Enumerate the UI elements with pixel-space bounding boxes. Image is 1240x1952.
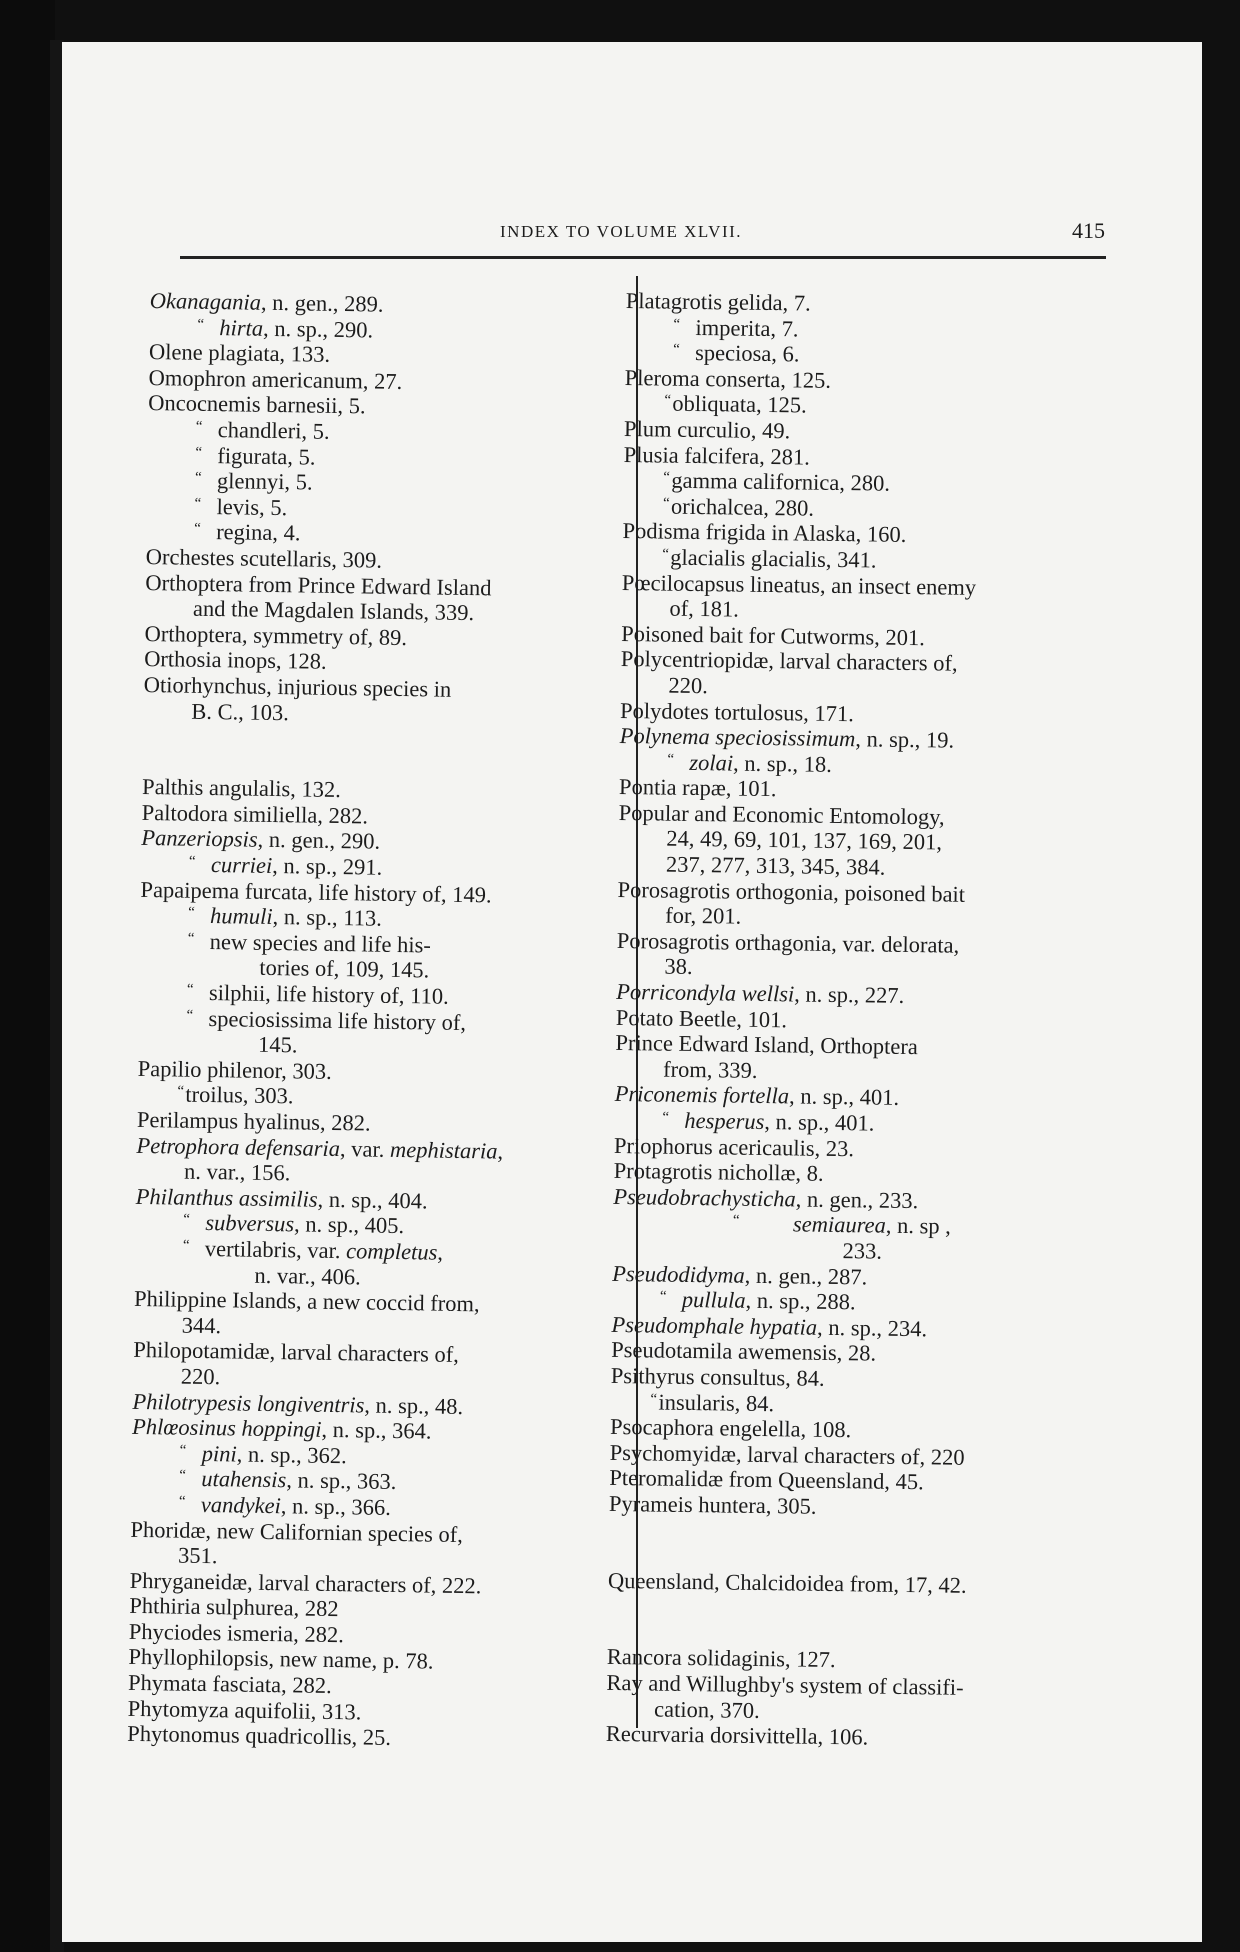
entry-text: Phytomyza aquifolii, 313. — [127, 1695, 362, 1725]
ditto-mark: “ — [177, 1083, 185, 1101]
entry-text: orichalcea, 280. — [670, 493, 815, 521]
taxon-name: Polynema speciosissimum — [619, 723, 856, 752]
entry-text: glacialis glacialis, 341. — [670, 544, 877, 573]
taxon-name: Petrophora defensaria — [136, 1132, 341, 1161]
entry-text: Olene plagiata, 133. — [148, 339, 331, 368]
ditto-mark: “ — [673, 316, 681, 333]
entry-text: Psocaphora engelella, 108. — [609, 1414, 852, 1443]
entry-text: Orthoptera from Prince Edward Island — [145, 569, 492, 600]
entry-text: imperita, 7. — [695, 314, 799, 342]
entry-text: from, 339. — [662, 1056, 758, 1083]
entry-text: Porosagrotis orthagonia, var. delorata, — [616, 927, 960, 958]
taxon-name: humuli — [209, 903, 273, 930]
taxon-name: Pseudomphale hypatia — [611, 1311, 818, 1340]
entry-text: Psychomyidæ, larval characters of, 220 — [609, 1439, 965, 1470]
entry-text: 38. — [664, 954, 693, 980]
entry-reference: , n. sp., 291. — [271, 853, 383, 880]
entry-text: Phthiria sulphurea, 282 — [129, 1593, 339, 1622]
ditto-mark: “ — [194, 469, 202, 486]
entry-reference: , n. sp., 404. — [317, 1186, 428, 1214]
taxon-name: Pseudobrachysticha — [613, 1183, 796, 1212]
entry-text: chandleri, 5. — [217, 417, 330, 444]
entry-text: silphii, life history of, 110. — [208, 980, 449, 1009]
entry-text: speciosissima life history of, — [208, 1005, 467, 1035]
entry-reference: , n. gen., 290. — [257, 827, 381, 855]
entry-text: Phryganeidæ, larval characters of, 222. — [129, 1567, 482, 1599]
ditto-mark: “ — [178, 1493, 186, 1510]
entry-reference: , n. sp., 290. — [262, 315, 374, 343]
entry-text: Phyciodes ismeria, 282. — [128, 1618, 345, 1648]
taxon-name: mephistaria — [389, 1136, 498, 1164]
entry-reference: , n. sp., 366. — [280, 1493, 392, 1520]
entry-text: Ray and Willughby's system of classifi- — [606, 1669, 964, 1700]
section-gap — [608, 1516, 1079, 1574]
entry-reference: , n. gen., 289. — [260, 289, 384, 317]
ditto-mark: “ — [659, 1288, 667, 1305]
taxon-name: vandykei — [200, 1491, 282, 1519]
ditto-mark: “ — [664, 392, 672, 410]
entry-text: Polycentriopidæ, larval characters of, — [620, 646, 958, 676]
entry-text: figurata, 5. — [217, 442, 316, 470]
ditto-mark: “ — [650, 1390, 658, 1408]
ditto-mark: “ — [188, 853, 196, 870]
entry-text: Pteromalidæ from Queensland, 45. — [609, 1465, 924, 1495]
ditto-mark: “ — [194, 495, 202, 512]
entry-text: new species and life his- — [209, 928, 432, 958]
entry-text: n. var., 406. — [254, 1262, 361, 1289]
taxon-name: Pseudodidyma — [612, 1260, 745, 1288]
entry-text: Potato Beetle, 101. — [615, 1004, 788, 1032]
entry-text: cation, 370. — [653, 1696, 760, 1723]
entry-text: 24, 49, 69, 101, 137, 169, 201, — [666, 826, 943, 855]
ditto-mark: “ — [187, 930, 195, 947]
entry-reference: , n. sp., 48. — [364, 1392, 464, 1419]
entry-text: 233. — [842, 1238, 883, 1264]
entry-text: Plum curculio, 49. — [623, 415, 791, 444]
running-title: INDEX TO VOLUME XLVII. — [500, 222, 743, 241]
entry-text: 220. — [180, 1363, 221, 1390]
entry-text: 351. — [177, 1542, 218, 1569]
entry-text: for, 201. — [665, 902, 742, 929]
entry-text: Phytonomus quadricollis, 25. — [127, 1721, 392, 1751]
taxon-name: Okanagania — [149, 288, 262, 315]
ditto-mark: “ — [662, 546, 670, 563]
entry-reference: , n. sp., 363. — [286, 1467, 397, 1495]
taxon-name: zolai — [689, 749, 734, 776]
entry-reference: , n. sp., 234. — [816, 1314, 928, 1342]
taxon-name: Porricondyla wellsi — [616, 978, 795, 1007]
entry-reference: , n. sp., 227. — [794, 981, 905, 1008]
entry-text: gamma californica, 280. — [671, 467, 891, 496]
ditto-mark: “ — [188, 904, 195, 922]
taxon-name: Phlœosinus hoppingi — [131, 1413, 322, 1442]
entry-text: 145. — [257, 1032, 298, 1058]
entry-text: speciosa, 6. — [694, 340, 800, 367]
section-gap — [142, 723, 613, 782]
entry-text: Orthosia inops, 128. — [143, 646, 327, 675]
entry-text: Papaipema furcata, life history of, 149. — [140, 876, 492, 908]
taxon-name: pini — [201, 1440, 237, 1467]
entry-reference: , n. sp., 405. — [293, 1211, 405, 1239]
entry-text: Philippine Islands, a new coccid from, — [133, 1286, 480, 1317]
taxon-name: utahensis — [201, 1466, 287, 1493]
entry-text: Podisma frigida in Alaska, 160. — [622, 518, 907, 548]
scan-border — [0, 0, 55, 1952]
taxon-name: hirta — [219, 314, 264, 341]
ditto-mark: “ — [663, 469, 671, 486]
ditto-mark: “ — [179, 1467, 187, 1485]
entry-text: Philopotamidæ, larval characters of, — [133, 1337, 460, 1368]
taxon-name: pullula — [681, 1287, 746, 1313]
ditto-mark: “ — [195, 444, 203, 461]
ditto-mark: “ — [183, 1212, 191, 1229]
entry-text: Popular and Economic Entomology, — [618, 799, 945, 830]
taxon-name: subversus — [205, 1210, 295, 1237]
entry-text: Pseudotamila awemensis, 28. — [610, 1337, 877, 1366]
entry-reference: , n. sp., 401. — [764, 1109, 875, 1136]
entry-reference: , n. gen., 287. — [744, 1262, 868, 1290]
entry-text: Orchestes scutellaris, 309. — [145, 543, 383, 573]
entry-text: Phoridæ, new Californian species of, — [130, 1516, 464, 1547]
entry-text: 344. — [181, 1312, 222, 1338]
entry-text: Priophorus acericaulis, 23. — [613, 1132, 855, 1161]
entry-reference: , n. sp., 362. — [236, 1441, 347, 1468]
entry-text: Queensland, Chalcidoidea from, 17, 42. — [607, 1567, 967, 1598]
entry-text: B. C., 103. — [191, 698, 290, 725]
header-rule — [180, 256, 1106, 259]
entry-text: Orthoptera, symmetry of, 89. — [144, 620, 408, 650]
ditto-mark: “ — [662, 495, 670, 512]
entry-reference: , — [437, 1239, 444, 1265]
entry-reference: , n. sp., 113. — [272, 904, 383, 931]
ditto-mark: “ — [673, 341, 680, 358]
taxon-name: Priconemis fortella — [614, 1081, 790, 1109]
entry-text: 237, 277, 313, 345, 384. — [665, 851, 886, 880]
entry-text: and the Magdalen Islands, 339. — [192, 595, 475, 626]
entry-text: Plusia falcifera, 281. — [623, 441, 811, 470]
entry-text: Pyrameis huntera, 305. — [608, 1490, 817, 1519]
taxon-name: Philotrypesis longiventris — [132, 1388, 365, 1418]
entry-text: Platagrotis gelida, 7. — [625, 288, 811, 316]
entry-reference: , n. sp., 18. — [732, 750, 833, 777]
entry-reference: , n. sp., 364. — [321, 1416, 432, 1444]
entry-text: Omophron americanum, 27. — [148, 364, 403, 394]
ditto-mark: “ — [732, 1212, 740, 1230]
entry-text: 220. — [668, 672, 709, 699]
taxon-name: hesperus — [684, 1107, 765, 1135]
ditto-mark: “ — [667, 751, 675, 768]
ditto-mark: “ — [195, 418, 203, 435]
entry-text: Psithyrus consultus, 84. — [610, 1362, 825, 1391]
entry-text: tories of, 109, 145. — [259, 955, 430, 983]
entry-text: Oncocnemis barnesii, 5. — [147, 390, 366, 419]
entry-text: Paltodora similiella, 282. — [141, 799, 369, 829]
entry-text: Porosagrotis orthogonia, poisoned bait — [617, 876, 966, 907]
entry-text: vertilabris, var. — [204, 1235, 347, 1264]
entry-reference: , n. sp., 19. — [855, 726, 955, 753]
taxon-name: Panzeriopsis — [141, 825, 258, 853]
entry-text: troilus, 303. — [185, 1082, 294, 1109]
page-number: 415 — [1072, 218, 1105, 243]
entry-reference: , n. gen., 233. — [795, 1186, 919, 1213]
entry-reference: , var. — [339, 1135, 391, 1162]
entry-reference: , n. sp., 288. — [745, 1287, 856, 1315]
taxon-name: curriei — [210, 852, 273, 879]
entry-text: Palthis angulalis, 132. — [141, 774, 342, 803]
entry-text: Perilampus hyalinus, 282. — [136, 1106, 371, 1136]
ditto-mark: “ — [179, 1442, 187, 1459]
entry-reference: , — [497, 1138, 504, 1164]
taxon-name: completus — [345, 1238, 438, 1265]
index-column-right — [606, 288, 1096, 1753]
entry-text: insularis, 84. — [658, 1389, 775, 1416]
ditto-mark: “ — [194, 521, 202, 538]
entry-reference: , n. sp , — [885, 1213, 952, 1240]
entry-text: Pontia rapæ, 101. — [618, 774, 777, 802]
entry-text: Rancora solidaginis, 127. — [606, 1644, 836, 1673]
index-column-left — [127, 288, 620, 1754]
entry-text: Protagrotis nichollæ, 8. — [613, 1158, 824, 1187]
ditto-mark: “ — [182, 1237, 190, 1254]
ditto-mark: “ — [662, 1109, 670, 1126]
entry-text: Papilio philenor, 303. — [137, 1055, 333, 1084]
entry-text: n. var., 156. — [183, 1158, 291, 1186]
taxon-name: Philanthus assimilis — [135, 1183, 318, 1212]
entry-text: Pleroma conserta, 125. — [624, 364, 832, 393]
entry-text: obliquata, 125. — [672, 391, 807, 418]
entry-text: regina, 4. — [215, 519, 301, 546]
entry-reference: , n. sp., 401. — [788, 1083, 900, 1111]
entry-text: Phyllophilopsis, new name, p. 78. — [128, 1644, 434, 1675]
entry-text: Poisoned bait for Cutworms, 201. — [621, 620, 926, 650]
page-header — [180, 218, 1105, 258]
entry-text: levis, 5. — [216, 493, 288, 520]
entry-text: Prince Edward Island, Orthoptera — [615, 1030, 919, 1060]
entry-text: Polydotes tortulosus, 171. — [619, 697, 855, 726]
entry-text: Pœcilocapsus lineatus, an insect enemy — [621, 569, 977, 600]
entry-text: Recurvaria dorsivittella, 106. — [605, 1721, 869, 1750]
ditto-mark: “ — [197, 316, 205, 333]
section-gap — [607, 1593, 1078, 1651]
taxon-name: semiaurea — [792, 1211, 887, 1239]
entry-text: glennyi, 5. — [216, 468, 313, 495]
entry-text: Phymata fasciata, 282. — [127, 1669, 332, 1699]
entry-text: of, 181. — [669, 595, 740, 622]
ditto-mark: “ — [186, 1007, 194, 1024]
entry-text: Otiorhynchus, injurious species in — [143, 671, 452, 702]
ditto-mark: “ — [186, 981, 194, 998]
